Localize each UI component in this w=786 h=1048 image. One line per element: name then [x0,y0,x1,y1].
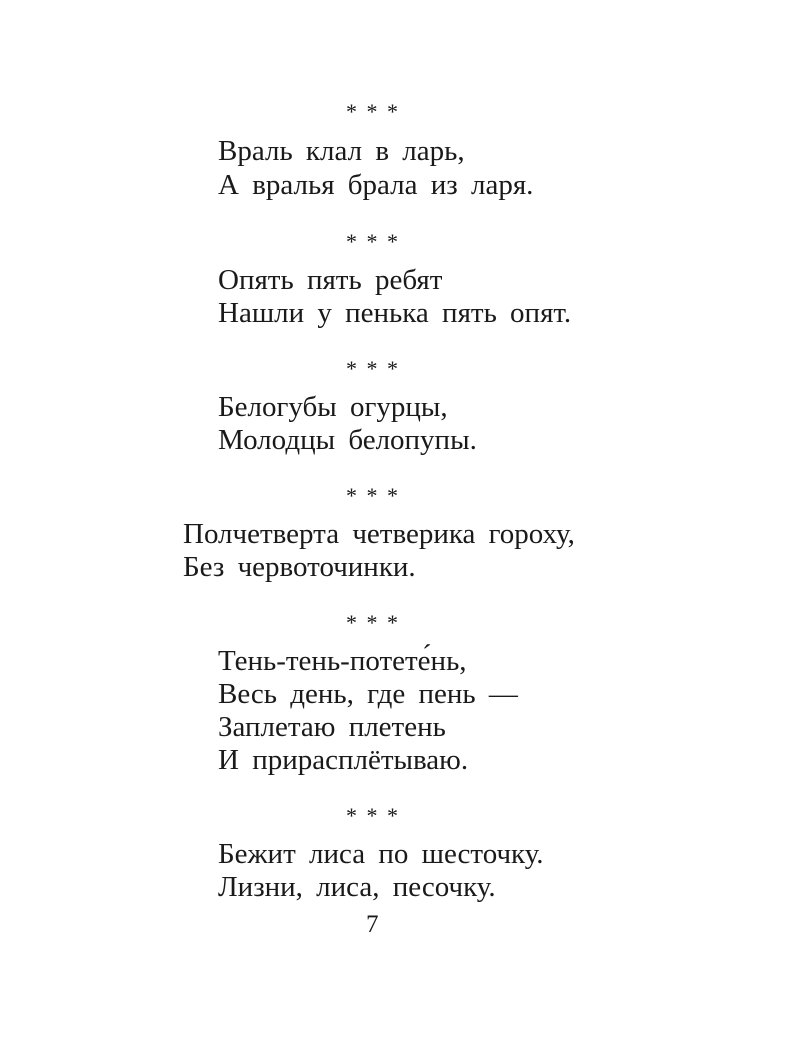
poem-line: Лизни, лиса, песочку. [218,871,496,903]
stanza-divider: * * * [346,610,400,635]
poem-line: Враль клал в ларь, [218,135,465,167]
page-number: 7 [366,911,379,938]
poem-line: Бежит лиса по шесточку. [218,838,544,870]
stanza-divider: * * * [346,356,400,381]
poem-line: Полчетверта четверика гороху, [183,518,575,550]
poem-line: Опять пять ребят [218,264,443,296]
poem-line: Заплетаю плетень [218,711,446,743]
stanza-divider: * * * [346,99,400,124]
poem-line: Белогубы огурцы, [218,391,448,423]
poem-line: Без червоточинки. [183,551,416,583]
poem-line: Нашли у пенька пять опят. [218,297,572,329]
poem-line: Тень-тень-потете́нь, [218,645,467,677]
stanza-divider: * * * [346,803,400,828]
stanza-divider: * * * [346,229,400,254]
poem-line: А вралья брала из ларя. [218,169,534,201]
poem-line: Молодцы белопупы. [218,424,477,456]
poem-line: Весь день, где пень — [218,678,518,710]
stanza-divider: * * * [346,483,400,508]
poem-line: И приpасплётываю. [218,744,469,776]
